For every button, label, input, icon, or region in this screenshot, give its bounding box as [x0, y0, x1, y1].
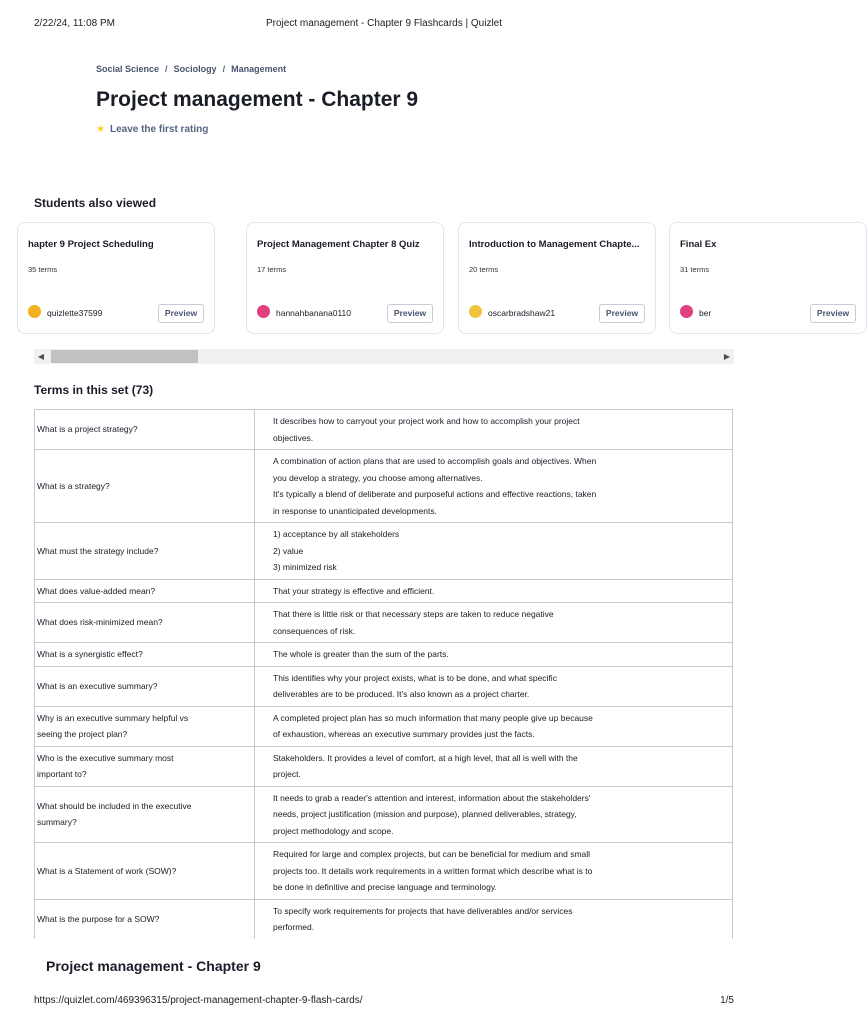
breadcrumb-item-sociology[interactable]: Sociology [173, 64, 217, 74]
term-cell: What is a synergistic effect? [35, 643, 255, 667]
rating-label: Leave the first rating [109, 124, 209, 135]
table-row [35, 410, 733, 450]
scroll-left-icon[interactable]: ◀ [37, 352, 45, 361]
term-cell: What is a Statement of work (SOW)? [35, 843, 255, 900]
breadcrumb-separator: / [222, 64, 226, 74]
card-username[interactable]: ber [699, 308, 712, 318]
definition-cell: That your strategy is effective and efficient. [255, 579, 733, 603]
scroll-right-icon[interactable]: ▶ [723, 352, 731, 361]
terms-heading: Terms in this set (73) [34, 383, 154, 397]
table-row [35, 603, 733, 643]
term-cell: What does risk-minimized mean? [35, 603, 255, 643]
term-cell: Who is the executive summary most important to? [35, 746, 255, 786]
definition-cell: This identifies why your project exists, what is to be done, and what specific deliverables are to be produced. It's also known as a project charter. [255, 666, 733, 706]
print-date: 2/22/24, 11:08 PM [34, 18, 115, 29]
preview-button[interactable]: Preview [387, 304, 433, 323]
page-title: Project management - Chapter 9 [96, 88, 419, 111]
study-set-card[interactable] [669, 222, 867, 334]
definition-cell: That there is little risk or that necessary steps are taken to reduce negative consequences of risk. [255, 603, 733, 643]
card-term-count: 35 terms [28, 265, 58, 274]
card-title[interactable]: Final Ex [680, 239, 717, 250]
print-footer [34, 995, 734, 1009]
avatar-icon [28, 305, 41, 318]
term-cell: What is a project strategy? [35, 410, 255, 450]
breadcrumb-separator: / [165, 64, 168, 74]
table-row [35, 706, 733, 746]
breadcrumb-item-management[interactable]: Management [231, 64, 287, 74]
star-icon: ★ [96, 124, 105, 135]
study-set-card[interactable] [458, 222, 656, 334]
avatar-icon [257, 305, 270, 318]
term-cell: What must the strategy include? [35, 523, 255, 580]
definition-cell: It describes how to carryout your project work and how to accomplish your project objectives. [255, 410, 733, 450]
avatar-icon [469, 305, 482, 318]
breadcrumb [96, 64, 286, 74]
term-cell: What is an executive summary? [35, 666, 255, 706]
students-also-viewed-heading: Students also viewed [34, 196, 157, 210]
card-title[interactable]: Project Management Chapter 8 Quiz [257, 239, 420, 250]
definition-cell: Stakeholders. It provides a level of comfort, at a high level, that all is well with the project. [255, 746, 733, 786]
definition-cell: To specify work requirements for projects that have deliverables and/or services performed. [255, 899, 733, 939]
preview-button[interactable]: Preview [158, 304, 204, 323]
definition-cell: A completed project plan has so much information that many people give up because of exhaustion, whereas an executive summary provides just the facts. [255, 706, 733, 746]
term-cell: What is the purpose for a SOW? [35, 899, 255, 939]
card-term-count: 17 terms [257, 265, 287, 274]
card-term-count: 31 terms [680, 265, 710, 274]
card-username[interactable]: oscarbradshaw21 [488, 308, 556, 318]
study-set-card[interactable] [17, 222, 215, 334]
print-header [34, 18, 734, 32]
print-doc-title: Project management - Chapter 9 Flashcards | Quizlet [265, 18, 503, 29]
card-title[interactable]: hapter 9 Project Scheduling [28, 239, 154, 250]
card-title[interactable]: Introduction to Management Chapte... [469, 239, 640, 250]
definition-cell: 1) acceptance by all stakeholders 2) value 3) minimized risk [255, 523, 733, 580]
definition-cell: It needs to grab a reader's attention and interest, information about the stakeholders' needs, project justification (mission and purpose), planned deliverables, strategy, project methodology and scope. [255, 786, 733, 843]
table-row [35, 643, 733, 667]
table-row [35, 450, 733, 523]
term-cell: What is a strategy? [35, 450, 255, 523]
table-row [35, 786, 733, 843]
breadcrumb-item-social-science[interactable]: Social Science [96, 64, 160, 74]
card-username[interactable]: hannahbanana0110 [276, 308, 352, 318]
scrollbar-thumb[interactable] [51, 350, 198, 363]
footer-title: Project management - Chapter 9 [46, 958, 261, 974]
definition-cell: Required for large and complex projects, but can be beneficial for medium and small projects too. It details work requirements in a written format which describe what is to be done in definitive and precise language and terminology. [255, 843, 733, 900]
table-row [35, 523, 733, 580]
card-term-count: 20 terms [469, 265, 499, 274]
table-row [35, 899, 733, 939]
print-page-number: 1/5 [720, 995, 734, 1006]
card-username[interactable]: quizlette37599 [47, 308, 103, 318]
terms-table [34, 409, 733, 939]
preview-button[interactable]: Preview [599, 304, 645, 323]
term-cell: What does value-added mean? [35, 579, 255, 603]
table-row [35, 579, 733, 603]
avatar-icon [680, 305, 693, 318]
definition-cell: A combination of action plans that are used to accomplish goals and objectives. When you develop a strategy, you choose among alternatives. It's typically a blend of deliberate and purposeful actions and effective reactions, taken in response to unanticipated developments. [255, 450, 733, 523]
term-cell: What should be included in the executive summary? [35, 786, 255, 843]
study-set-card[interactable] [246, 222, 444, 334]
print-url: https://quizlet.com/469396315/project-management-chapter-9-flash-cards/ [34, 995, 363, 1006]
table-row [35, 843, 733, 900]
horizontal-scrollbar[interactable] [34, 349, 734, 364]
preview-button[interactable]: Preview [810, 304, 856, 323]
table-row [35, 666, 733, 706]
table-row [35, 746, 733, 786]
rating-link[interactable] [96, 124, 208, 135]
term-cell: Why is an executive summary helpful vs seeing the project plan? [35, 706, 255, 746]
definition-cell: The whole is greater than the sum of the parts. [255, 643, 733, 667]
students-also-viewed-carousel [28, 222, 850, 339]
